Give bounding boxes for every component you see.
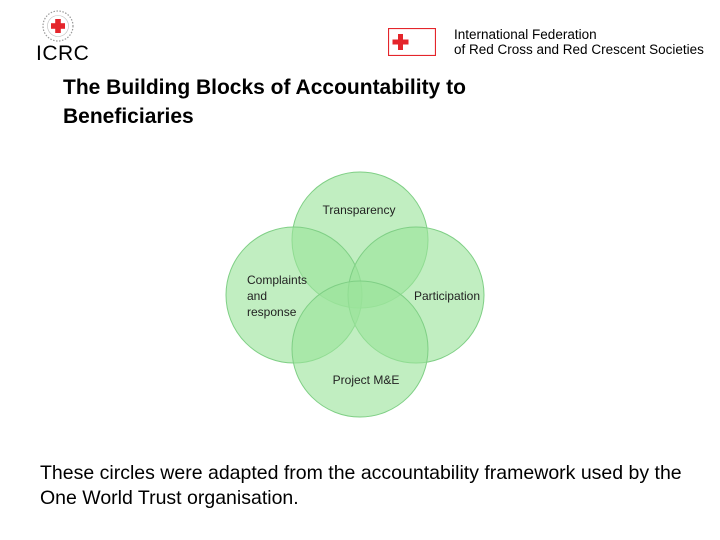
label-project-me: Project M&E	[332, 373, 400, 387]
label-response: response	[247, 305, 297, 319]
ifrc-name-line2: of Red Cross and Red Crescent Societies	[454, 42, 704, 57]
accountability-venn-diagram	[218, 168, 508, 423]
red-cross-red-crescent-icon	[388, 28, 436, 56]
label-complaints: Complaints	[247, 273, 308, 287]
footnote: These circles were adapted from the accountability framework used by the One World Trust organisation.	[40, 462, 682, 509]
circle-project-me	[292, 281, 428, 417]
label-participation: Participation	[413, 289, 481, 303]
label-and: and	[247, 289, 268, 303]
label-transparency: Transparency	[322, 203, 396, 217]
ifrc-name	[454, 27, 704, 57]
icrc-wordmark: ICRC	[36, 42, 90, 65]
slide-title: The Building Blocks of Accountability to Beneficiaries	[63, 76, 466, 128]
ifrc-name-line1: International Federation	[454, 27, 597, 42]
